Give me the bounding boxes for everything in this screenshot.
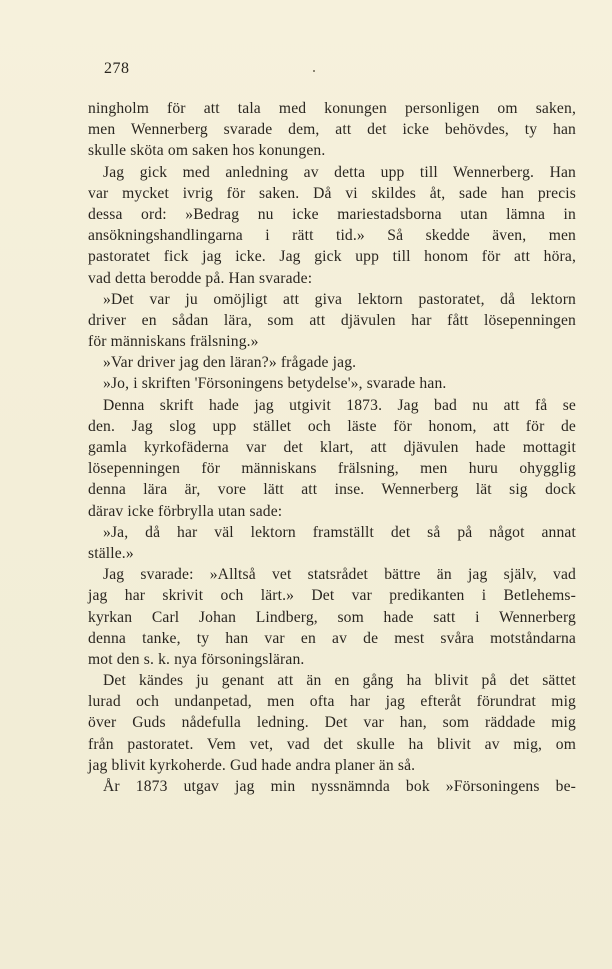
text-line: »Det var ju omöjligt att giva lektorn pastoratet, då lektorn — [103, 290, 576, 308]
text-line: var mycket ivrig för saken. Då vi skildes åt, sade han precis — [88, 184, 576, 202]
body-text — [88, 98, 576, 797]
text-line: lösepenningen för människans frälsning, men huru ohygglig — [88, 460, 576, 478]
text-line: men Wennerberg svarade dem, att det icke behövdes, ty han — [88, 121, 576, 139]
text-line: Jag gick med anledning av detta upp till Wennerberg. Han — [103, 163, 576, 181]
page-number: 278 — [104, 60, 130, 77]
ink-speck — [313, 70, 315, 72]
text-line: gamla kyrkofäderna var det klart, att djävulen hade mottagit — [88, 439, 576, 456]
text-line: driver en sådan lära, som att djävulen har fått lösepenningen — [88, 311, 576, 329]
text-line: ningholm för att tala med konungen personligen om saken, — [88, 100, 576, 117]
text-line: jag blivit kyrkoherde. Gud hade andra planer än så. — [88, 756, 416, 774]
text-line: ställe.» — [88, 544, 134, 562]
text-line: Denna skrift hade jag utgivit 1873. Jag bad nu att få se — [103, 396, 576, 414]
text-line: ansökningshandlingarna i rätt tid.» Så skedde även, men — [88, 227, 576, 245]
text-line: från pastoratet. Vem vet, vad det skulle ha blivit av mig, om — [88, 735, 576, 753]
text-line: »Ja, då har väl lektorn framställt det så på något annat — [103, 523, 576, 541]
text-line: denna lära är, vore lätt att inse. Wennerberg lät sig dock — [88, 481, 576, 499]
text-line: dessa ord: »Bedrag nu icke mariestadsborna utan lämna in — [88, 205, 576, 223]
text-line: pastoratet fick jag icke. Jag gick upp till honom för att höra, — [88, 248, 576, 266]
text-line: denna tanke, ty han var en av de mest svåra motståndarna — [88, 629, 576, 647]
text-line: skulle sköta om saken hos konungen. — [88, 142, 326, 160]
text-line: Jag svarade: »Alltså vet statsrådet bättre än jag själv, vad — [103, 566, 576, 584]
text-line: kyrkan Carl Johan Lindberg, som hade satt i Wennerberg — [88, 608, 576, 626]
text-line: för människans frälsning.» — [88, 333, 259, 351]
text-line: »Var driver jag den läran?» frågade jag. — [103, 354, 357, 372]
text-line: Det kändes ju genant att än en gång ha blivit på det sättet — [103, 672, 576, 690]
text-line: vad detta berodde på. Han svarade: — [88, 269, 313, 287]
text-line: den. Jag slog upp stället och läste för honom, att för de — [88, 417, 576, 435]
text-line: mot den s. k. nya försoningsläran. — [88, 650, 305, 668]
text-line: »Jo, i skriften 'Försoningens betydelse'», svarade han. — [103, 375, 447, 393]
text-line: jag har skrivit och lärt.» Det var predikanten i Betlehems- — [88, 587, 576, 605]
text-line: lurad och undanpetad, men ofta har jag efteråt förundrat mig — [88, 693, 576, 711]
text-line: År 1873 utgav jag min nyssnämnda bok »Försoningens be- — [103, 778, 576, 795]
text-line: över Guds nådefulla ledning. Det var han, som räddade mig — [88, 714, 576, 732]
text-line: därav icke förbrylla utan sade: — [88, 502, 283, 520]
